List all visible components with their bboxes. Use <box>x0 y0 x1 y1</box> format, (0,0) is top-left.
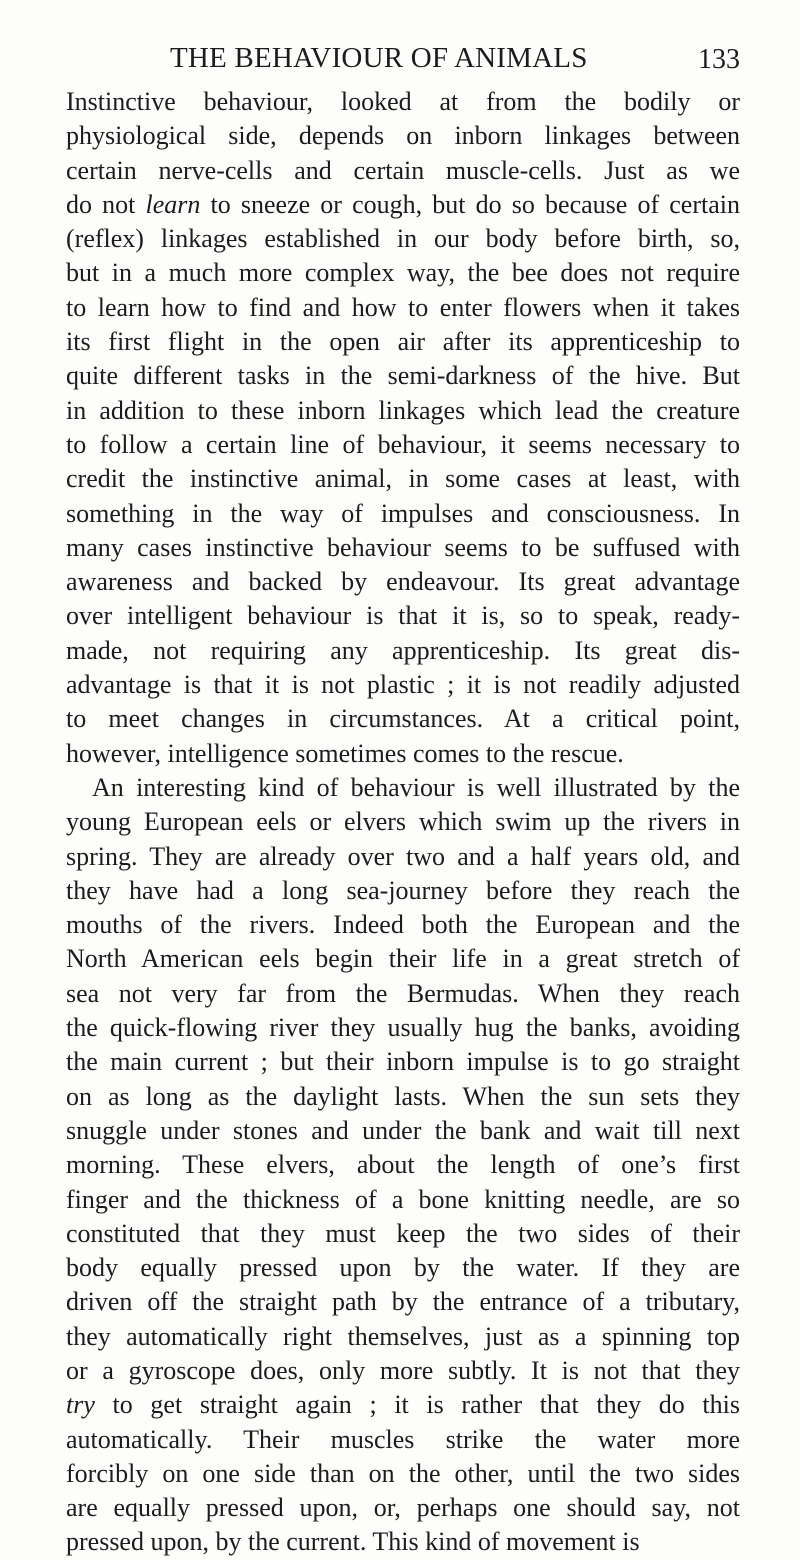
text-line <box>66 497 740 531</box>
text-line <box>66 565 740 599</box>
text-segment: however, intelligence sometimes comes to the rescue. <box>66 738 624 768</box>
text-segment: (reflex) linkages established in our body before birth, so, <box>66 224 740 254</box>
text-line <box>66 599 740 633</box>
text-line <box>66 222 740 256</box>
text-segment: pressed upon, by the current. This kind of movement is <box>66 1527 640 1557</box>
text-line <box>66 1045 740 1079</box>
text-segment: but in a much more complex way, the bee does not require <box>66 258 740 288</box>
text-line <box>66 462 740 496</box>
text-line <box>66 977 740 1011</box>
text-segment: mouths of the rivers. Indeed both the European and the <box>66 910 740 940</box>
text-segment: on as long as the daylight lasts. When the sun sets they <box>66 1081 740 1111</box>
text-segment: North American eels begin their life in a great stretch of <box>66 944 740 974</box>
text-line <box>66 1354 740 1388</box>
text-line <box>66 1320 740 1354</box>
text-line <box>66 702 740 736</box>
text-segment: morning. These elvers, about the length of one’s first <box>66 1150 740 1180</box>
text-segment: driven off the straight path by the entrance of a tributary, <box>66 1287 740 1317</box>
text-segment: advantage is that it is not plastic ; it is not readily adjusted <box>66 670 740 700</box>
text-line <box>66 1183 740 1217</box>
text-line <box>66 805 740 839</box>
text-segment: over intelligent behaviour is that it is, so to speak, ready- <box>66 601 740 631</box>
text-segment: made, not requiring any apprenticeship. Its great dis- <box>66 635 740 665</box>
text-line <box>66 428 740 462</box>
text-segment: they automatically right themselves, just as a spinning top <box>66 1321 740 1351</box>
text-segment: constituted that they must keep the two sides of their <box>66 1218 740 1248</box>
italic-word: learn <box>145 189 201 219</box>
text-line <box>66 188 740 222</box>
text-line <box>66 1148 740 1182</box>
page-number: 133 <box>698 44 740 75</box>
text-segment: body equally pressed upon by the water. If they are <box>66 1253 740 1283</box>
body-text <box>66 85 740 1560</box>
text-line <box>66 1080 740 1114</box>
text-line <box>66 359 740 393</box>
text-line <box>66 154 740 188</box>
text-line <box>66 668 740 702</box>
text-line <box>66 119 740 153</box>
running-title: THE BEHAVIOUR OF ANIMALS <box>170 42 588 74</box>
text-line <box>66 1251 740 1285</box>
running-head <box>66 38 740 78</box>
text-line <box>66 874 740 908</box>
text-segment: spring. They are already over two and a half years old, and <box>66 841 740 871</box>
text-line <box>66 737 740 771</box>
text-line <box>66 256 740 290</box>
text-segment: young European eels or elvers which swim up the rivers in <box>66 807 740 837</box>
text-segment: awareness and backed by endeavour. Its great advantage <box>66 567 740 597</box>
text-segment: An interesting kind of behaviour is well illustrated by the <box>92 772 740 802</box>
text-line <box>66 1114 740 1148</box>
text-segment: credit the instinctive animal, in some cases at least, with <box>66 464 740 494</box>
text-segment: sea not very far from the Bermudas. When they reach <box>66 978 740 1008</box>
text-segment: Instinctive behaviour, looked at from the bodily or <box>66 87 740 116</box>
text-line <box>66 771 740 805</box>
text-segment: to meet changes in circumstances. At a critical point, <box>66 704 740 734</box>
text-line <box>66 1525 740 1559</box>
text-segment: quite different tasks in the semi-darkness of the hive. But <box>66 361 740 391</box>
text-segment: certain nerve-cells and certain muscle-cells. Just as we <box>66 155 740 185</box>
text-line <box>66 1423 740 1457</box>
text-segment: snuggle under stones and under the bank and wait till next <box>66 1115 740 1145</box>
text-line <box>66 908 740 942</box>
text-line <box>66 1388 740 1422</box>
text-segment: do not <box>66 189 146 219</box>
text-segment: the main current ; but their inborn impulse is to go straight <box>66 1047 740 1077</box>
text-segment: finger and the thickness of a bone knitting needle, are so <box>66 1184 740 1214</box>
text-segment: to follow a certain line of behaviour, it seems necessary to <box>66 429 740 459</box>
text-line <box>66 1217 740 1251</box>
text-line <box>66 85 740 119</box>
text-line <box>66 1457 740 1491</box>
text-segment: automatically. Their muscles strike the water more <box>66 1424 740 1454</box>
text-line <box>66 634 740 668</box>
text-line <box>66 325 740 359</box>
text-line <box>66 531 740 565</box>
text-line <box>66 394 740 428</box>
text-segment: or a gyroscope does, only more subtly. It is not that they <box>66 1355 740 1385</box>
text-segment: to sneeze or cough, but do so because of certain <box>200 189 740 219</box>
text-segment: many cases instinctive behaviour seems to be suffused with <box>66 532 740 562</box>
text-line <box>66 1491 740 1525</box>
text-segment: are equally pressed upon, or, perhaps one should say, not <box>66 1493 740 1523</box>
text-line <box>66 942 740 976</box>
text-line <box>66 840 740 874</box>
text-segment: they have had a long sea-journey before they reach the <box>66 875 740 905</box>
text-segment: its first flight in the open air after its apprenticeship to <box>66 327 740 357</box>
text-segment: the quick-flowing river they usually hug the banks, avoiding <box>66 1013 740 1043</box>
text-segment: in addition to these inborn linkages which lead the creature <box>66 395 740 425</box>
text-line <box>66 291 740 325</box>
text-segment: physiological side, depends on inborn linkages between <box>66 121 740 151</box>
text-line <box>66 1011 740 1045</box>
text-segment: to learn how to find and how to enter flowers when it takes <box>66 292 740 322</box>
text-segment: something in the way of impulses and consciousness. In <box>66 498 740 528</box>
italic-word: try <box>66 1390 95 1420</box>
text-segment: to get straight again ; it is rather that they do this <box>94 1390 740 1420</box>
text-line <box>66 1285 740 1319</box>
text-segment: forcibly on one side than on the other, until the two sides <box>66 1458 740 1488</box>
